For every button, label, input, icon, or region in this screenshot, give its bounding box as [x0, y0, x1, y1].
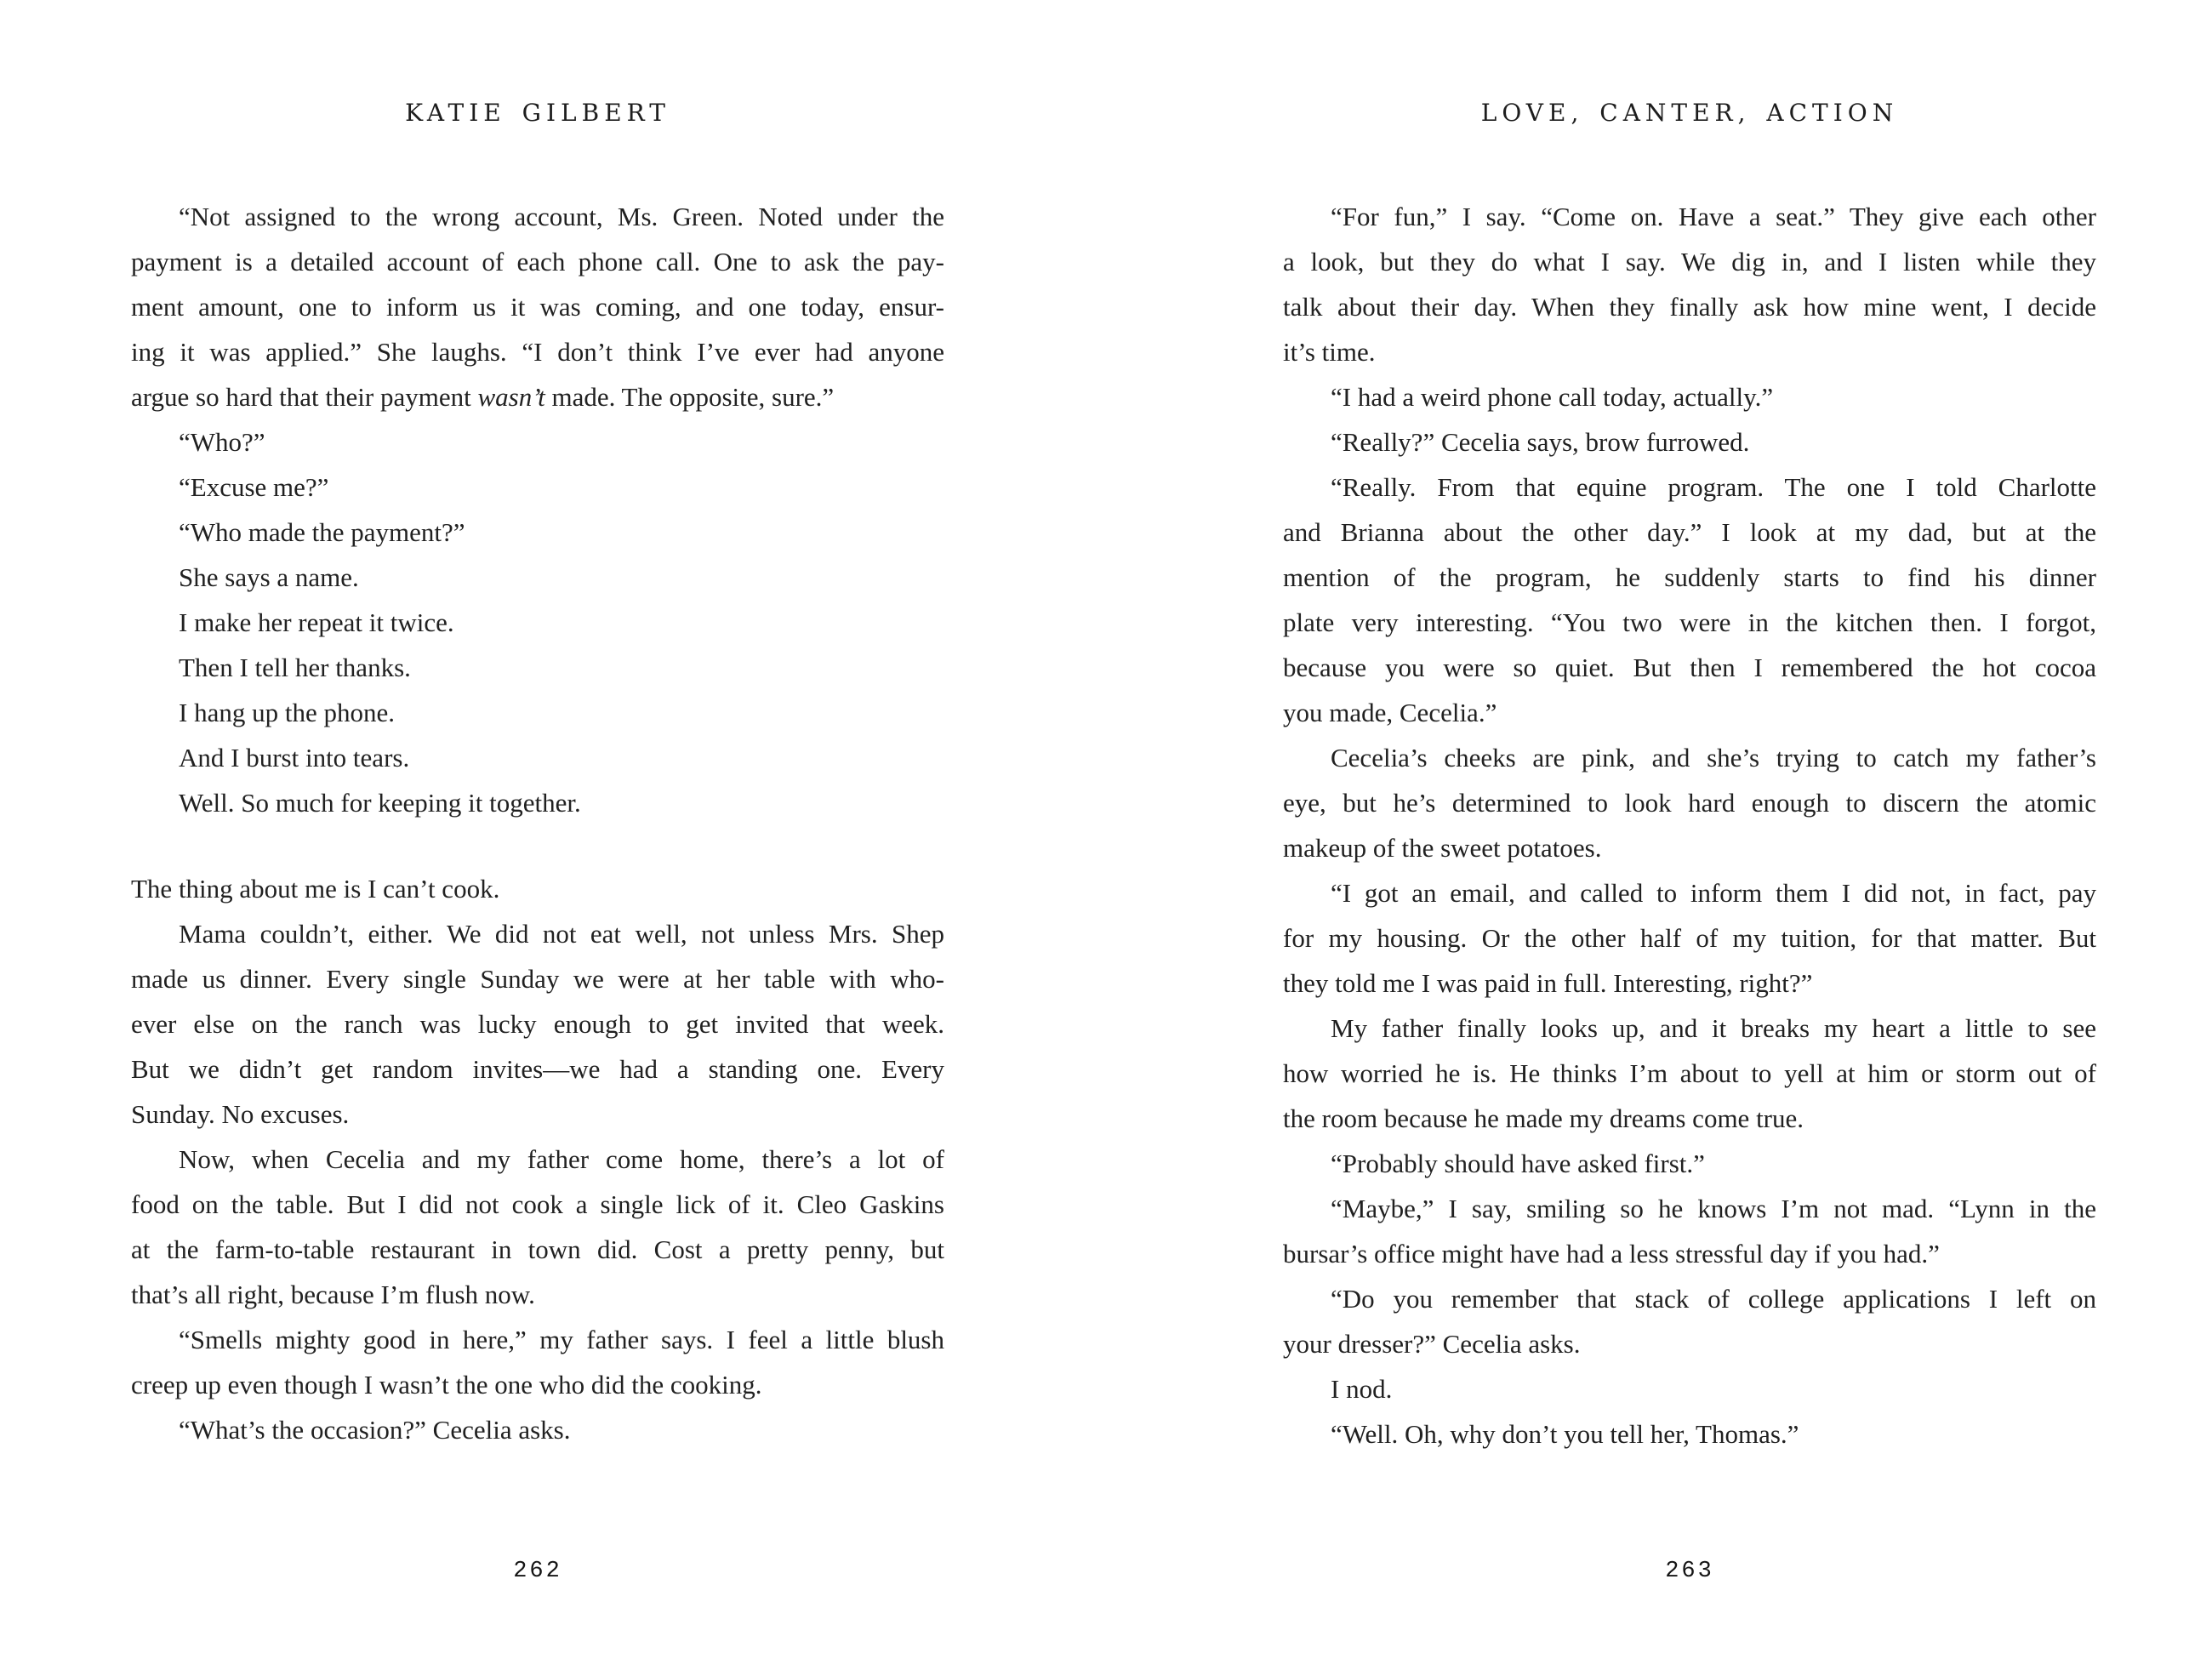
text-line: “Maybe,” I say, smiling so he knows I’m not mad. “Lynn in the — [1331, 1194, 2096, 1223]
text-line: that’s all right, because I’m flush now. — [131, 1280, 535, 1309]
text-line: how worried he is. He thinks I’m about to yell at him or storm out of — [1283, 1058, 2096, 1088]
text-line: I make her repeat it twice. — [179, 607, 454, 637]
text-line: “I got an email, and called to inform them I did not, in fact, pay — [1331, 878, 2096, 908]
text-line: “Excuse me?” — [179, 472, 329, 502]
page-right — [1283, 0, 2096, 1659]
text-line: And I burst into tears. — [179, 743, 410, 772]
text-line: But we didn’t get random invites—we had a standing one. Every — [131, 1054, 944, 1084]
text-line: and Brianna about the other day.” I look at my dad, but at the — [1283, 517, 2096, 547]
text-line: “Not assigned to the wrong account, Ms. Green. Noted under the — [179, 202, 944, 231]
text-line: The thing about me is I can’t cook. — [131, 874, 500, 904]
text-line: Now, when Cecelia and my father come home, there’s a lot of — [179, 1144, 944, 1174]
text-line: mention of the program, he suddenly starts to find his dinner — [1283, 562, 2096, 592]
text-line: Then I tell her thanks. — [179, 653, 411, 682]
section-break — [131, 825, 944, 866]
text-line: argue so hard that their payment wasn’t made. The opposite, sure.” — [131, 382, 835, 412]
text-line: “Really. From that equine program. The one I told Charlotte — [1331, 472, 2096, 502]
text-line: talk about their day. When they finally ask how mine went, I decide — [1283, 292, 2096, 322]
page-body — [131, 194, 944, 1452]
text-line: “Do you remember that stack of college applications I left on — [1331, 1284, 2096, 1314]
text-line: a look, but they do what I say. We dig in, and I listen while they — [1283, 247, 2096, 276]
text-line: eye, but he’s determined to look hard enough to discern the atomic — [1283, 788, 2096, 818]
text-line: makeup of the sweet potatoes. — [1283, 833, 1602, 863]
text-line: ment amount, one to inform us it was coming, and one today, ensur- — [131, 292, 944, 322]
text-line: ever else on the ranch was lucky enough to get invited that week. — [131, 1009, 944, 1039]
text-line: it’s time. — [1283, 337, 1376, 367]
page-number: 262 — [513, 1559, 562, 1584]
text-line: plate very interesting. “You two were in the kitchen then. I forgot, — [1283, 607, 2096, 637]
text-line: creep up even though I wasn’t the one who did the cooking. — [131, 1370, 762, 1400]
text-line: She says a name. — [179, 562, 359, 592]
text-line: you made, Cecelia.” — [1283, 698, 1497, 727]
text-line: “Probably should have asked first.” — [1331, 1149, 1705, 1178]
text-line: at the farm-to-table restaurant in town did. Cost a pretty penny, but — [131, 1234, 944, 1264]
text-line: I nod. — [1331, 1374, 1393, 1404]
text-line: Sunday. No excuses. — [131, 1099, 350, 1129]
text-line: “Really?” Cecelia says, brow furrowed. — [1331, 427, 1750, 457]
text-line: Well. So much for keeping it together. — [179, 788, 581, 818]
text-line: for my housing. Or the other half of my tuition, for that matter. But — [1283, 923, 2096, 953]
text-line: made us dinner. Every single Sunday we were at her table with who- — [131, 964, 944, 994]
text-line: Cecelia’s cheeks are pink, and she’s trying to catch my father’s — [1331, 743, 2096, 772]
text-line: Mama couldn’t, either. We did not eat well, not unless Mrs. Shep — [179, 919, 944, 949]
text-line: because you were so quiet. But then I remembered the hot cocoa — [1283, 653, 2096, 682]
text-line: “Well. Oh, why don’t you tell her, Thomas.” — [1331, 1419, 1799, 1449]
text-line: My father finally looks up, and it breaks my heart a little to see — [1331, 1013, 2096, 1043]
text-line: “For fun,” I say. “Come on. Have a seat.” They give each other — [1331, 202, 2096, 231]
text-line: “Smells mighty good in here,” my father says. I feel a little blush — [179, 1325, 944, 1354]
text-line: food on the table. But I did not cook a single lick of it. Cleo Gaskins — [131, 1189, 944, 1219]
text-line: bursar’s office might have had a less stressful day if you had.” — [1283, 1239, 1940, 1268]
text-line: ing it was applied.” She laughs. “I don’t think I’ve ever had anyone — [131, 337, 944, 367]
text-line: I hang up the phone. — [179, 698, 395, 727]
text-line: the room because he made my dreams come true. — [1283, 1103, 1804, 1133]
running-head-title: LOVE, CANTER, ACTION — [1480, 99, 1899, 127]
text-line: payment is a detailed account of each phone call. One to ask the pay- — [131, 247, 944, 276]
text-line: “What’s the occasion?” Cecelia asks. — [179, 1415, 571, 1445]
text-line: “Who?” — [179, 427, 265, 457]
running-head-author: KATIE GILBERT — [405, 99, 670, 127]
text-line: “Who made the payment?” — [179, 517, 465, 547]
text-line: “I had a weird phone call today, actually.” — [1331, 382, 1774, 412]
text-line: your dresser?” Cecelia asks. — [1283, 1329, 1581, 1359]
page-left — [131, 0, 944, 1659]
text-line: they told me I was paid in full. Interesting, right?” — [1283, 968, 1813, 998]
page-body — [1283, 194, 2096, 1457]
page-number: 263 — [1665, 1559, 1714, 1584]
